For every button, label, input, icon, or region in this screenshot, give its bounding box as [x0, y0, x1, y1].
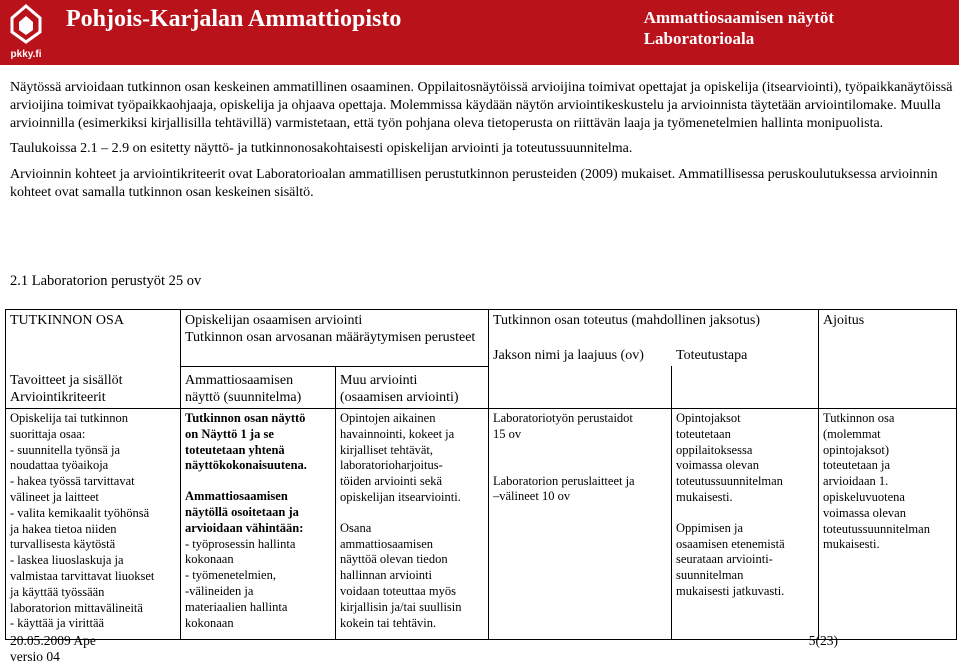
c3b-line: toteutetaan [676, 426, 731, 441]
col4-title: Ajoitus [823, 313, 865, 328]
page-number: 5(23) [808, 633, 838, 648]
col2b-head-rest: (osaamisen arviointi) [340, 390, 459, 405]
c1-line: ja käyttää työssään [10, 584, 105, 599]
intro-text [10, 79, 955, 202]
c2a-line: kokonaan [185, 552, 234, 567]
c1-line: - valita kemikaalit työhönsä [10, 505, 150, 520]
c2b-line: opiskelijan itsearviointi. [340, 489, 461, 504]
c1-line: - käyttää ja virittää [10, 616, 105, 631]
c1-line: turvallisesta käytöstä [10, 537, 116, 552]
c3b-line: seurataan arviointi- [676, 552, 773, 567]
c2b-line: töiden arviointi sekä [340, 474, 443, 489]
c2b-body [336, 409, 489, 640]
c2a-bold-line: on Näyttö 1 ja se [185, 426, 274, 441]
col2b-head [336, 366, 489, 409]
c3a-line: 15 ov [493, 426, 522, 441]
c3b-line: suunnitelman [676, 568, 744, 583]
c3a-line: Laboratorion peruslaitteet ja [493, 473, 635, 488]
c4-line: voimassa olevan [823, 505, 906, 520]
c2a-line: kokonaan [185, 615, 234, 630]
col1-sub2: Arviointikriteerit [10, 390, 106, 405]
intro-paragraph-1: Näytössä arvioidaan tutkinnon osan keskeinen ammatillinen osaaminen. Oppilaitosnäytöissä arvioijina toimivat opettajat ja opiskelija (itsearviointi), työpaikkanäytöissä arvioijina toimivat työpaikkaohjaaja, opiskelija ja ohjaava opettaja. Molemmissa käydään näytön arviointikeskustelu ja arvioinnista täytetään arviointilomake. Muulla arvioinnilla (esimerkiksi kirjallisilla tehtävillä) varmistetaan, että työn pohjana oleva tietoperusta on riittävän laaja ja työmenetelmien hallinta monipuolista. [10, 80, 953, 131]
col3-title-main: Tutkinnon osan toteutus [493, 313, 628, 328]
col3-title-rest: (mahdollinen jaksotus) [627, 313, 761, 328]
c2b-line: Osana [340, 520, 372, 535]
org-name: Pohjois-Karjalan Ammattiopisto [66, 6, 402, 32]
col2a-head-main: Ammattiosaamisen näyttö [185, 373, 294, 405]
c2b-line: laboratorioharjoitus- [340, 458, 443, 473]
c2b-line: voidaan toteuttaa myös [340, 583, 456, 598]
footer-version: versio 04 [10, 648, 60, 664]
col2a-head [181, 366, 336, 409]
c2a-line: -välineiden ja [185, 583, 254, 598]
c2b-line: Opintojen aikainen [340, 411, 436, 425]
c3b-line: toteutussuunnitelman [676, 474, 783, 489]
col2-subtitle: Tutkinnon osan arvosanan määräytymisen perusteet [185, 330, 476, 345]
col3a-head: Jakson nimi ja laajuus (ov) [493, 348, 644, 363]
col-ajoitus [819, 310, 957, 367]
intro-paragraph-2: Taulukoissa 2.1 – 2.9 on esitetty näyttö- ja tutkinnonosakohtaisesti opiskelijan arviointi ja toteutussuunnitelma. [10, 141, 633, 157]
c3a-line: Laboratoriotyön perustaidot [493, 411, 633, 425]
c2a-line: - työprosessin hallinta [185, 536, 296, 551]
col3b-subcell [672, 366, 819, 409]
col4-subcell [819, 366, 957, 409]
header-field: Laboratorioala [643, 29, 755, 48]
col-tutkinnon-osa [6, 310, 181, 367]
c1-line: noudattaa työaikoja [10, 458, 109, 473]
c2a-bold-line: Ammattiosaamisen [185, 489, 288, 504]
header-subtitle: Ammattiosaamisen näytöt [643, 8, 834, 27]
c4-line: arvioidaan 1. [823, 474, 889, 489]
c2b-line: kirjalliset tehtävät, [340, 442, 434, 457]
c3b-line: oppilaitoksessa [676, 442, 753, 457]
assessment-table [5, 309, 957, 640]
c2a-bold-line: toteutetaan yhtenä [185, 442, 285, 457]
col1-subheads [6, 366, 181, 409]
c2a-bold-line: Tutkinnon osan näyttö [185, 411, 306, 425]
footer-date: 20.05.2009 Ape [10, 633, 96, 648]
col2b-head-main: Muu arviointi [340, 373, 418, 388]
c1-line: välineet ja laitteet [10, 489, 99, 504]
c1-line: - suunnitella työnsä ja [10, 442, 121, 457]
c2b-line: näyttöä olevan tiedon [340, 552, 448, 567]
c3b-line: Opintojaksot [676, 411, 741, 425]
c2b-line: hallinnan arviointi [340, 568, 432, 583]
logo-text: pkky.fi [10, 49, 42, 60]
c4-line: toteutetaan ja [823, 458, 890, 473]
c4-line: mukaisesti. [823, 537, 880, 552]
c4-line: opiskeluvuotena [823, 489, 905, 504]
c2b-line: ammattiosaamisen [340, 536, 434, 551]
c1-line: - hakea työssä tarvittavat [10, 474, 135, 489]
footer-left [10, 633, 96, 664]
c2a-body [181, 409, 336, 640]
c2a-line: - työmenetelmien, [185, 568, 276, 583]
c3b-line: mukaisesti. [676, 489, 733, 504]
c4-body [819, 409, 957, 640]
header-right [644, 7, 834, 49]
c2a-bold-line: näytöllä osoitetaan ja [185, 504, 299, 519]
section-title: 2.1 Laboratorion perustyöt 25 ov [10, 273, 202, 289]
col3b-head: Toteutustapa [676, 348, 748, 363]
col3a-subcell [489, 366, 672, 409]
c4-line: (molemmat [823, 426, 881, 441]
intro-paragraph-3: Arvioinnin kohteet ja arviointikriteerit ovat Laboratorioalan ammatillisen perustutkinnon perusteiden (2009) mukaiset. Ammatillisessa peruskoulutuksessa arvioinnin kohteet ovat samalla tutkinnon osan keskeinen sisältö. [10, 167, 938, 200]
c1-line: laboratorion mittavälineitä [10, 600, 143, 615]
c3b-line: mukaisesti jatkuvasti. [676, 583, 785, 598]
col-arviointi [181, 310, 489, 367]
c2b-line: kirjallisin ja/tai suullisin [340, 599, 462, 614]
c3b-body [672, 409, 819, 640]
c3a-line: –välineet 10 ov [493, 489, 571, 504]
c1-line: Opiskelija tai tutkinnon [10, 411, 129, 425]
col-toteutus [489, 310, 819, 367]
c1-line: - laskea liuoslaskuja ja [10, 553, 124, 568]
c4-line: opintojaksot) [823, 442, 889, 457]
c1-line: valmistaa tarvittavat liuokset [10, 568, 155, 583]
c2a-bold-line: näyttökokonaisuutena. [185, 458, 307, 473]
c3b-line: osaamisen etenemistä [676, 536, 785, 551]
c2b-line: kokein tai tehtävin. [340, 615, 437, 630]
c4-line: Tutkinnon osa [823, 411, 895, 425]
col1-sub1: Tavoitteet ja sisällöt [10, 373, 123, 388]
c1-line: suorittaja osaa: [10, 426, 86, 441]
c3b-line: voimassa olevan [676, 458, 759, 473]
col2a-head-rest: (suunnitelma) [220, 390, 302, 405]
c2a-line: materiaalien hallinta [185, 599, 288, 614]
c2a-bold-line: arvioidaan vähintään: [185, 520, 304, 535]
c3b-line: Oppimisen ja [676, 520, 744, 535]
col1-title: TUTKINNON OSA [10, 313, 124, 328]
pkky-logo [8, 2, 44, 62]
c1-body [6, 409, 181, 640]
page-header [0, 0, 959, 65]
c4-line: toteutussuunnitelman [823, 521, 930, 536]
c1-line: ja hakea tietoa niiden [10, 521, 117, 536]
col2-title: Opiskelijan osaamisen arviointi [185, 313, 363, 328]
c3a-body [489, 409, 672, 640]
c2b-line: havainnointi, kokeet ja [340, 426, 455, 441]
